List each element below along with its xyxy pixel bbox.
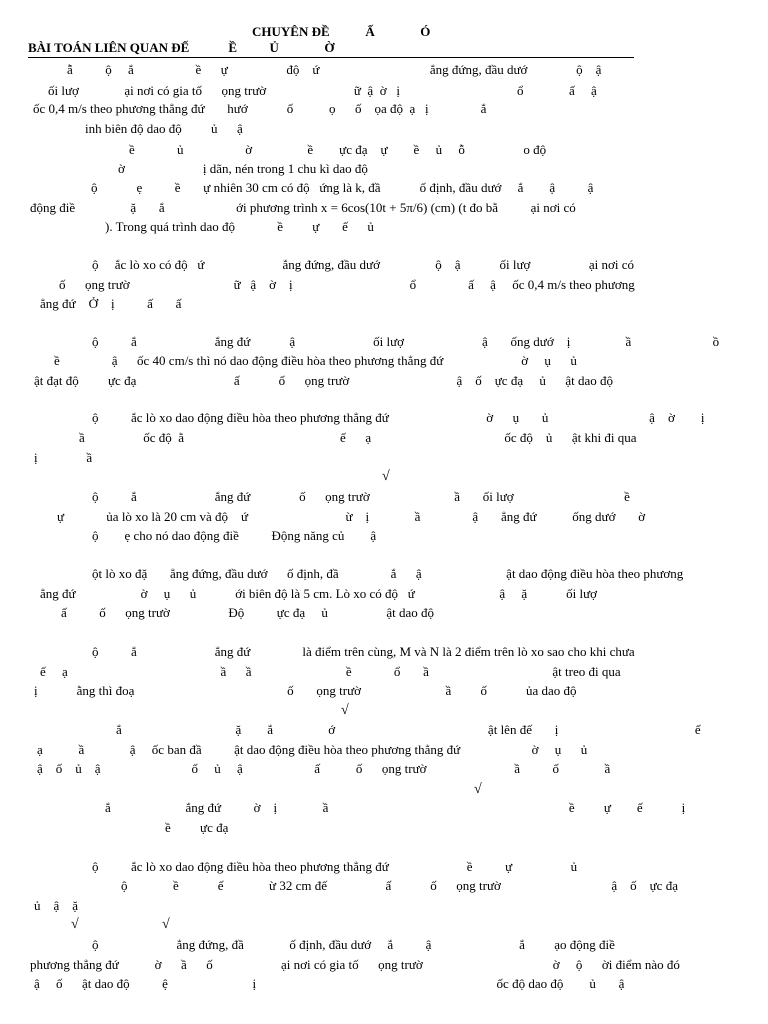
text-line: ế ạ ầ ầ ề ổ ầ ật treo đi qua (40, 664, 621, 679)
sqrt-symbol: √ (382, 469, 390, 484)
text-line: ật đạt độ ực đạ ấ ố ọng trườ ậ ố ực đạ ủ ật dao độ (34, 373, 613, 388)
text-line: ộ ề ế ừ 32 cm đế ấ ố ọng trườ ậ ố ực đạ (121, 878, 678, 893)
text-line: ). Trong quá trình dao độ ề ự ế ủ (105, 219, 374, 234)
text-line: ộ ẳng đứng, đầ ố định, đầu dướ ắ ậ ắ ạo động điề (92, 937, 615, 952)
text-line: ộ ắc lò xo dao động điều hòa theo phương thẳng đứ ờ ụ ủ ậ ờ ị (92, 410, 705, 425)
text-line: ộ ắc lò xo có độ ứ ắng đứng, đầu dướ ộ ậ ối lượ ại nơi có (92, 257, 635, 272)
text-line: ố ọng trườ ữ ậ ờ ị ổ ấ ậ ốc 0,4 m/s theo phương (59, 277, 635, 292)
text-line: ấ ố ọng trườ Độ ực đạ ủ ật dao độ (61, 605, 435, 620)
text-line: ộ ắ ắng đứ là điểm trên cùng, M và N là 2 điểm trên lò xo sao cho khi chưa (92, 644, 635, 659)
text-line: ắ ặ ắ ớ ật lên đế ị ế (116, 722, 701, 737)
text-line: ột lò xo đặ ẳng đứng, đầu dướ ố định, đầ ắ ậ ật dao động điều hòa theo phương (92, 566, 684, 581)
text-line: ề ậ ốc 40 cm/s thì nó dao động điều hòa theo phương thẳng đứ ờ ụ ủ (54, 353, 577, 368)
text-line: ậ ố ật dao độ ệ ị ốc độ dao độ ủ ậ (34, 976, 625, 991)
text-line: ề ực đạ (165, 820, 229, 835)
sqrt-symbol: √ (162, 917, 170, 932)
text-line: ạ ầ ậ ốc ban đầ ật dao động điều hòa theo phương thẳng đứ ờ ụ ủ (37, 742, 588, 757)
document-title: CHUYÊN ĐỀ Ấ Ó (252, 24, 431, 39)
sqrt-symbol: √ (341, 703, 349, 718)
text-line: ủ ậ ặ (34, 898, 79, 913)
text-line: động điề ặ ắ ới phương trình x = 6cos(10t + 5π/6) (cm) (t đo bằ ại nơi có (30, 200, 576, 215)
text-line: ộ ắc lò xo dao động điều hòa theo phương thẳng đứ ề ự ủ (92, 859, 578, 874)
text-line: ộ ắ ắng đứ ậ ối lượ ậ ống dướ ị ầ ồ (92, 334, 720, 349)
text-line: ề ủ ờ ề ực đạ ự ề ủ ỗ o độ (129, 142, 547, 157)
text-line: ậ ố ủ ậ ố ủ ậ ấ ố ọng trườ ầ ố ầ (37, 761, 611, 776)
text-line: ị ằng thì đoạ ố ọng trườ ầ ố ủa dao độ (34, 683, 577, 698)
text-line: ộ ẹ cho nó dao động điề Động năng củ ậ (92, 528, 377, 543)
text-line: ự ủa lò xo là 20 cm và độ ứ ừ ị ầ ậ ẳng đứ ống dướ ờ (57, 509, 646, 524)
text-line: ắ ắng đứ ờ ị ầ ề ự ế ị (105, 800, 686, 815)
text-line: ầ ốc độ ằ ế ạ ốc độ ủ ật khi đi qua (79, 430, 637, 445)
text-line: ẳng đứ ờ ụ ủ ới biên độ là 5 cm. Lò xo có độ ứ ậ ặ ối lượ (40, 586, 598, 601)
text-line: ộ ắ ắng đứ ố ọng trườ ầ ối lượ ề (92, 489, 630, 504)
text-line: ộ ẹ ề ự nhiên 30 cm có độ ứng là k, đầ ố định, đầu dướ ắ ậ ậ (91, 180, 594, 195)
sqrt-symbol: √ (71, 917, 79, 932)
text-line: inh biên độ dao độ ủ ậ (85, 121, 243, 136)
text-line: ẫ ộ ắ ề ự độ ứ ắng đứng, đầu dướ ộ ậ (67, 62, 602, 77)
text-line: ị ầ (34, 450, 93, 465)
text-line: ối lượ ại nơi có gia tố ọng trườ ữ ậ ờ ị ổ ấ ậ (48, 83, 597, 98)
sqrt-symbol: √ (474, 782, 482, 797)
text-line: ờ ị dãn, nén trong 1 chu kì dao độ (118, 161, 368, 176)
text-line: ẳng đứ Ở ị ấ ấ (40, 296, 182, 311)
text-line: phương thẳng đứ ờ ầ ố ại nơi có gia tố ọng trườ ờ ộ ời điểm nào đó (30, 957, 680, 972)
heading-underline (28, 57, 634, 58)
text-line: ốc 0,4 m/s theo phương thẳng đứ hướ ố ọ ố ọa độ ạ ị ắ (33, 101, 487, 116)
section-heading: BÀI TOÁN LIÊN QUAN ĐẾ Ề Ủ Ờ (28, 40, 335, 55)
